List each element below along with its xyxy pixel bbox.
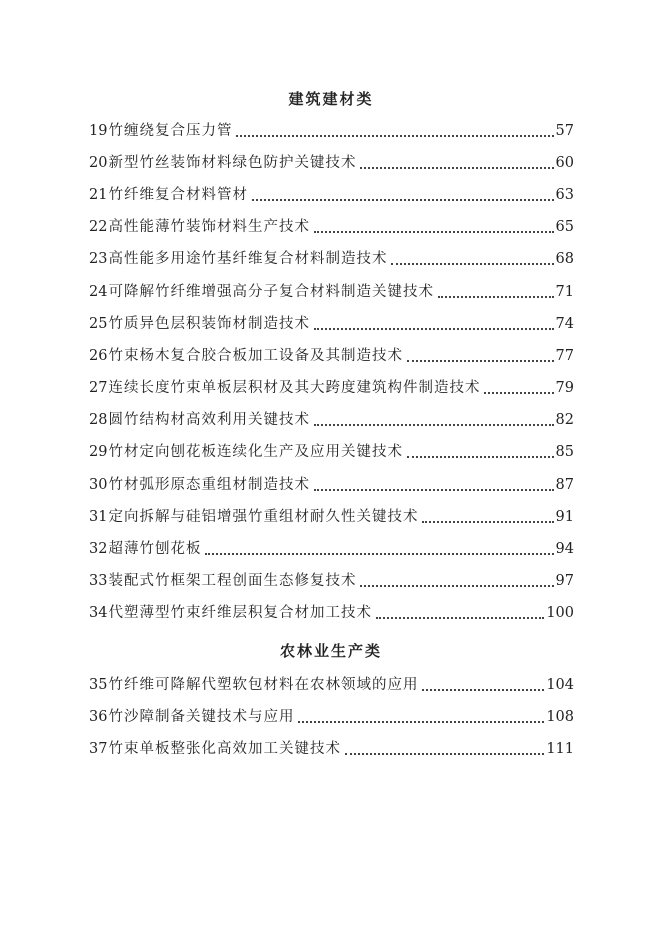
toc-entry[interactable] bbox=[89, 474, 574, 496]
entry-page-number: 65 bbox=[555, 219, 574, 235]
toc-entry[interactable] bbox=[89, 120, 574, 142]
dot-leader bbox=[422, 521, 553, 523]
entry-number: 24 bbox=[89, 284, 108, 300]
entry-page-number: 111 bbox=[546, 741, 574, 757]
entry-title: 代塑薄型竹束纤维层积复合材加工技术 bbox=[108, 605, 372, 621]
entry-page-number: 60 bbox=[555, 155, 574, 171]
entry-number: 29 bbox=[89, 444, 108, 460]
dot-leader bbox=[236, 135, 553, 137]
entry-title: 竹束单板整张化高效加工关键技术 bbox=[108, 741, 341, 757]
dot-leader bbox=[345, 753, 544, 755]
dot-leader bbox=[391, 263, 553, 265]
entry-page-number: 87 bbox=[555, 477, 574, 493]
entry-number: 28 bbox=[89, 412, 108, 428]
toc-entry[interactable] bbox=[89, 216, 574, 238]
entry-number: 20 bbox=[89, 155, 108, 171]
entry-number: 37 bbox=[89, 741, 108, 757]
toc-entry[interactable] bbox=[89, 345, 574, 367]
dot-leader bbox=[314, 489, 554, 491]
toc-entry[interactable] bbox=[89, 674, 574, 696]
entry-page-number: 77 bbox=[555, 348, 574, 364]
entry-title: 竹沙障制备关键技术与应用 bbox=[108, 709, 295, 725]
toc-entry[interactable] bbox=[89, 377, 574, 399]
toc-entry[interactable] bbox=[89, 281, 574, 303]
entry-number: 34 bbox=[89, 605, 108, 621]
entry-title: 高性能薄竹装饰材料生产技术 bbox=[108, 219, 310, 235]
entry-title: 定向拆解与硅铝增强竹重组材耐久性关键技术 bbox=[108, 509, 419, 525]
entry-number: 22 bbox=[89, 219, 108, 235]
entry-title: 竹束杨木复合胶合板加工设备及其制造技术 bbox=[108, 348, 403, 364]
entry-title: 竹纤维复合材料管材 bbox=[108, 187, 248, 203]
entry-page-number: 74 bbox=[555, 316, 574, 332]
toc-entry[interactable] bbox=[89, 441, 574, 463]
dot-leader bbox=[438, 296, 554, 298]
entry-title: 连续长度竹束单板层积材及其大跨度建筑构件制造技术 bbox=[108, 380, 481, 396]
entry-number: 32 bbox=[89, 541, 108, 557]
entry-page-number: 85 bbox=[555, 444, 574, 460]
entry-page-number: 68 bbox=[555, 251, 574, 267]
entry-title: 竹材定向刨花板连续化生产及应用关键技术 bbox=[108, 444, 403, 460]
dot-leader bbox=[205, 553, 553, 555]
dot-leader bbox=[360, 585, 553, 587]
dot-leader bbox=[407, 456, 554, 458]
entry-title: 竹材弧形原态重组材制造技术 bbox=[108, 477, 310, 493]
entry-page-number: 91 bbox=[555, 509, 574, 525]
dot-leader bbox=[484, 392, 553, 394]
toc-entry[interactable] bbox=[89, 184, 574, 206]
entry-page-number: 100 bbox=[546, 605, 574, 621]
dot-leader bbox=[422, 689, 544, 691]
entry-page-number: 82 bbox=[555, 412, 574, 428]
entry-page-number: 57 bbox=[555, 123, 574, 139]
toc-entry[interactable] bbox=[89, 738, 574, 760]
dot-leader bbox=[407, 360, 554, 362]
entry-number: 21 bbox=[89, 187, 108, 203]
dot-leader bbox=[314, 328, 554, 330]
dot-leader bbox=[298, 721, 544, 723]
toc-entry[interactable] bbox=[89, 706, 574, 728]
entry-number: 30 bbox=[89, 477, 108, 493]
dot-leader bbox=[252, 199, 554, 201]
toc-entry[interactable] bbox=[89, 538, 574, 560]
entry-number: 27 bbox=[89, 380, 108, 396]
entry-title: 高性能多用途竹基纤维复合材料制造技术 bbox=[108, 251, 388, 267]
entry-number: 35 bbox=[89, 677, 108, 693]
dot-leader bbox=[360, 167, 553, 169]
entry-number: 19 bbox=[89, 123, 108, 139]
entry-number: 33 bbox=[89, 573, 108, 589]
toc-entry[interactable] bbox=[89, 570, 574, 592]
entry-number: 25 bbox=[89, 316, 108, 332]
entry-title: 竹纤维可降解代塑软包材料在农林领域的应用 bbox=[108, 677, 419, 693]
entry-title: 竹质异色层积装饰材制造技术 bbox=[108, 316, 310, 332]
dot-leader bbox=[314, 231, 554, 233]
entry-page-number: 97 bbox=[555, 573, 574, 589]
entry-number: 36 bbox=[89, 709, 108, 725]
entry-title: 竹缠绕复合压力管 bbox=[108, 123, 233, 139]
dot-leader bbox=[376, 617, 544, 619]
entry-page-number: 79 bbox=[555, 380, 574, 396]
toc-entry[interactable] bbox=[89, 409, 574, 431]
dot-leader bbox=[314, 424, 554, 426]
entry-number: 31 bbox=[89, 509, 108, 525]
entry-title: 超薄竹刨花板 bbox=[108, 541, 202, 557]
section-title-building-materials: 建筑建材类 bbox=[288, 90, 374, 108]
toc-entry[interactable] bbox=[89, 602, 574, 624]
toc-entry[interactable] bbox=[89, 313, 574, 335]
toc-entry[interactable] bbox=[89, 152, 574, 174]
toc-entry[interactable] bbox=[89, 248, 574, 270]
entry-page-number: 104 bbox=[546, 677, 574, 693]
entry-title: 新型竹丝装饰材料绿色防护关键技术 bbox=[108, 155, 357, 171]
entry-number: 23 bbox=[89, 251, 108, 267]
section-title-agriculture-forestry: 农林业生产类 bbox=[279, 642, 382, 660]
entry-page-number: 71 bbox=[555, 284, 574, 300]
entry-number: 26 bbox=[89, 348, 108, 364]
entry-page-number: 94 bbox=[555, 541, 574, 557]
entry-page-number: 63 bbox=[555, 187, 574, 203]
entry-page-number: 108 bbox=[546, 709, 574, 725]
entry-title: 可降解竹纤维增强高分子复合材料制造关键技术 bbox=[108, 284, 434, 300]
entry-title: 装配式竹框架工程创面生态修复技术 bbox=[108, 573, 357, 589]
toc-entry[interactable] bbox=[89, 506, 574, 528]
entry-title: 圆竹结构材高效利用关键技术 bbox=[108, 412, 310, 428]
